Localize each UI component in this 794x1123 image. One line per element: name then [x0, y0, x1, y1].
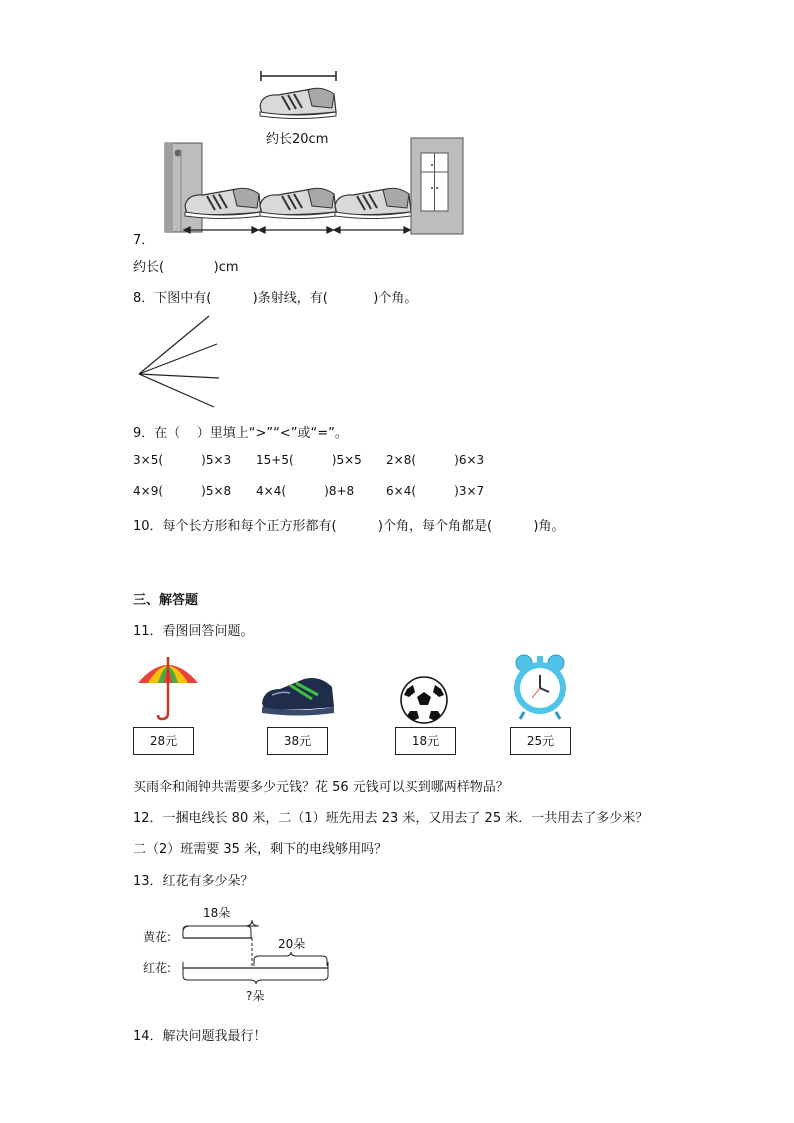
sneaker-icon: [260, 188, 336, 218]
q9-item: 2×8( )6×3: [386, 453, 485, 467]
price-box-clock: 25元: [510, 727, 571, 755]
q12-line1: 12．一捆电线长 80 米，二（1）班先用去 23 米，又用去了 25 米．一共用去了多少米？: [133, 811, 649, 826]
wardrobe-icon: [411, 138, 463, 234]
umbrella-icon: [136, 655, 200, 721]
yellow-flower-label: 黄花:: [143, 930, 172, 944]
door-icon: [165, 143, 202, 232]
extra-count-label: 20朵: [278, 937, 306, 951]
q7-figure: [0, 0, 794, 250]
sneaker-icon: [260, 675, 336, 719]
q9-item: 6×4( )3×7: [386, 484, 485, 498]
q9-item: 4×4( )8+8: [256, 484, 355, 498]
q7-number: 7．: [133, 233, 155, 248]
yellow-count-label: 18朵: [203, 906, 231, 920]
price-box-ball: 18元: [395, 727, 456, 755]
section-title: 三、解答题: [133, 593, 199, 608]
q9-item: 4×9( )5×8: [133, 484, 232, 498]
q8-text: 8．下图中有( )条射线，有( )个角。: [133, 291, 418, 306]
price-box-umbrella: 28元: [133, 727, 194, 755]
q11-title: 11．看图回答问题。: [133, 624, 254, 639]
red-flower-label: 红花:: [143, 961, 172, 975]
q10-text: 10．每个长方形和每个正方形都有( )个角，每个角都是( )角。: [133, 519, 565, 534]
price-box-sneaker: 38元: [267, 727, 328, 755]
q13-title: 13．红花有多少朵？: [133, 874, 254, 889]
q9-title: 9．在（ ）里填上“>”“<”或“=”。: [133, 426, 348, 441]
measure-arrows: [184, 227, 410, 233]
q14-title: 14．解决问题我最行！: [133, 1029, 267, 1044]
q9-item: 3×5( )5×3: [133, 453, 232, 467]
sneaker-icon: [335, 188, 411, 218]
alarm-clock-icon: [510, 652, 570, 720]
q9-item: 15+5( )5×5: [256, 453, 362, 467]
shoe-length-caption: 约长20cm: [266, 132, 329, 147]
rays-figure: [130, 310, 230, 410]
sneaker-icon: [260, 88, 336, 118]
q12-line2: 二（2）班需要 35 米，剩下的电线够用吗？: [133, 842, 388, 857]
q11-question: 买雨伞和闹钟共需要多少元钱？花 56 元钱可以买到哪两样物品？: [133, 780, 509, 795]
unknown-count-label: ?朵: [246, 989, 265, 1003]
q7-answer-line: 约长( )cm: [133, 260, 239, 275]
soccer-ball-icon: [399, 675, 449, 725]
